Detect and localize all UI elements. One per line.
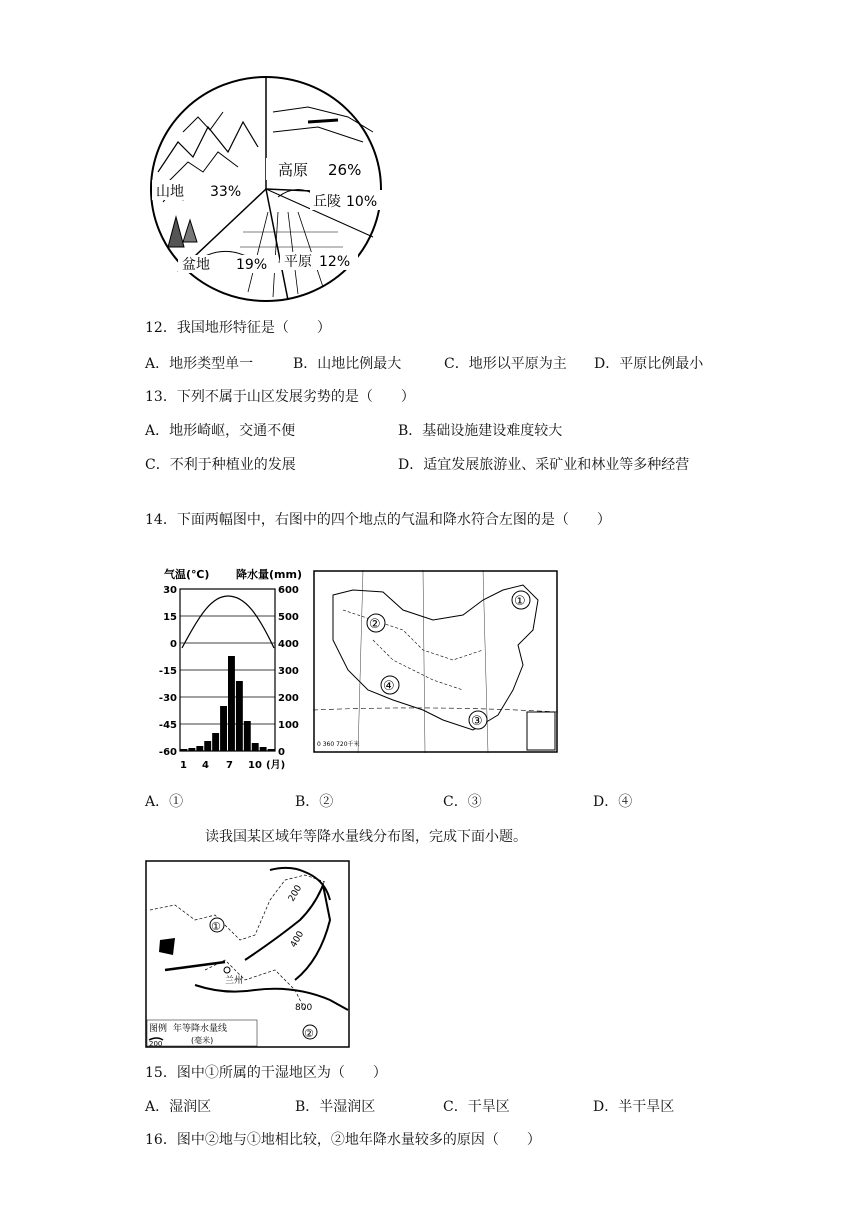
right-tick: 200 — [278, 693, 299, 704]
q15-stem: 15．图中①所属的干湿地区为（ ） — [145, 1065, 387, 1081]
precipitation-bar — [196, 746, 203, 751]
q13-option-c: C．不利于种植业的发展 — [145, 457, 296, 473]
left-axis-title: 气温(℃) — [164, 568, 210, 581]
legend-value: 200 — [149, 1040, 163, 1048]
pie-label-mountain: 山地 — [156, 184, 184, 200]
q12-option-b: B．山地比例最大 — [293, 356, 402, 372]
marker-1: ① — [514, 594, 526, 609]
pie-label-plateau: 高原 — [278, 161, 309, 179]
left-tick: 30 — [163, 585, 177, 596]
map-scale: 0 360 720千米 — [317, 741, 360, 748]
q12-option-d: D．平原比例最小 — [594, 356, 704, 372]
left-tick: -60 — [158, 747, 177, 758]
pie-label-basin: 盆地 — [182, 257, 210, 273]
right-axis-title: 降水量(mm) — [236, 568, 302, 581]
q15-option-d: D．半干旱区 — [593, 1099, 675, 1115]
right-tick: 600 — [278, 585, 299, 596]
left-tick: -30 — [158, 693, 177, 704]
precipitation-bar — [260, 747, 267, 751]
q14-option-c: C．③ — [443, 794, 482, 810]
left-tick: -45 — [158, 720, 177, 731]
precipitation-bar — [181, 749, 188, 751]
precipitation-bar — [236, 681, 243, 751]
x-tick-10: 10 — [248, 760, 262, 771]
q16-stem: 16．图中②地与①地相比较，②地年降水量较多的原因（ ） — [145, 1132, 541, 1148]
precipitation-bar — [252, 743, 259, 751]
q15-option-a: A．湿润区 — [145, 1099, 212, 1115]
q14-stem: 14．下面两幅图中，右图中的四个地点的气温和降水符合左图的是（ ） — [145, 512, 611, 528]
marker-2: ② — [304, 1027, 314, 1040]
q13-option-b: B．基础设施建设难度较大 — [398, 423, 563, 439]
q13-option-a: A．地形崎岖，交通不便 — [145, 423, 296, 439]
isohyet-map — [145, 860, 350, 1048]
label-200: 200 — [286, 883, 305, 904]
q15-option-c: C．干旱区 — [443, 1099, 510, 1115]
precipitation-bar — [244, 721, 251, 751]
q13-stem: 13．下列不属于山区发展劣势的是（ ） — [145, 389, 415, 405]
q12-option-c: C．地形以平原为主 — [444, 356, 567, 372]
china-map — [313, 570, 558, 753]
legend-text: 年等降水量线 — [173, 1024, 228, 1034]
pie-label-hills: 丘陵 — [313, 194, 341, 210]
right-tick: 500 — [278, 612, 299, 623]
right-tick: 100 — [278, 720, 299, 731]
q12-option-a: A．地形类型单一 — [145, 356, 254, 372]
q15-option-b: B．半湿润区 — [295, 1099, 376, 1115]
precipitation-bar — [212, 733, 219, 751]
pie-value-basin: 19% — [236, 257, 268, 273]
left-tick: 15 — [163, 612, 177, 623]
pie-value-plain: 12% — [319, 254, 351, 270]
q13-option-d: D．适宜发展旅游业、采矿业和林业等多种经营 — [398, 457, 690, 473]
pie-value-plateau: 26% — [328, 161, 362, 179]
right-tick: 400 — [278, 639, 299, 650]
q14-option-b: B．② — [295, 794, 334, 810]
temperature-curve — [182, 596, 274, 648]
precipitation-bar — [228, 656, 235, 751]
precipitation-bar — [188, 748, 195, 751]
terrain-pie-figure — [148, 72, 388, 307]
label-800: 800 — [295, 1003, 313, 1013]
legend-unit: (毫米) — [191, 1036, 214, 1045]
label-400: 400 — [288, 929, 307, 950]
q14-option-a: A．① — [145, 794, 184, 810]
right-tick: 0 — [278, 747, 285, 758]
x-tick-4: 4 — [202, 760, 209, 771]
precipitation-bar — [204, 741, 211, 751]
pie-label-plain: 平原 — [284, 254, 312, 270]
pie-value-hills: 10% — [346, 194, 378, 210]
q14-option-d: D．④ — [593, 794, 633, 810]
x-tick-1: 1 — [180, 760, 187, 771]
right-tick: 300 — [278, 666, 299, 677]
x-tick-7: 7 — [226, 760, 233, 771]
precipitation-bar — [268, 749, 275, 751]
marker-3: ③ — [471, 714, 483, 729]
marker-1: ① — [211, 920, 221, 933]
section-intro: 读我国某区域年等降水量线分布图，完成下面小题。 — [205, 829, 527, 845]
pie-value-mountain: 33% — [210, 184, 242, 200]
climate-chart — [150, 564, 310, 774]
precipitation-bar — [220, 706, 227, 751]
legend-title: 图例 — [149, 1024, 168, 1034]
q12-stem: 12．我国地形特征是（ ） — [145, 320, 331, 336]
x-tick-unit: (月) — [266, 760, 286, 771]
left-tick: -15 — [158, 666, 177, 677]
marker-2: ② — [369, 617, 381, 632]
city-lanzhou: 兰州 — [225, 976, 244, 986]
left-tick: 0 — [170, 639, 177, 650]
marker-4: ④ — [383, 679, 395, 694]
